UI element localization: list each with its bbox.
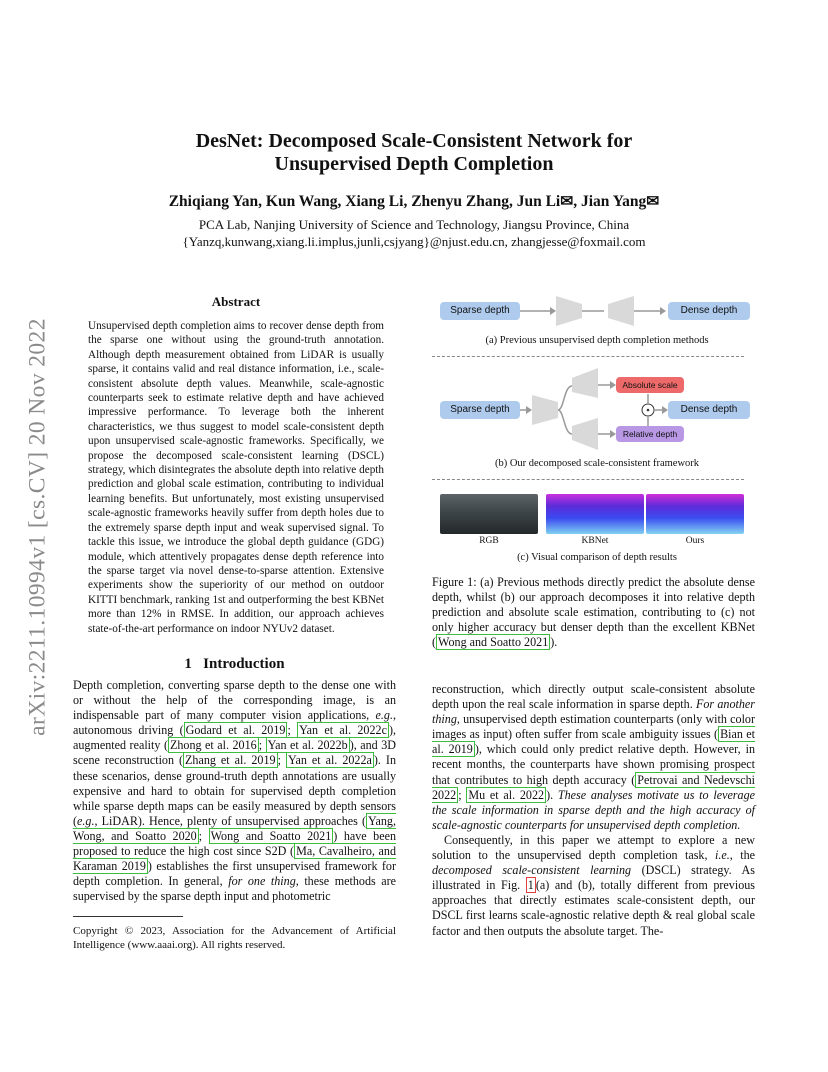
citation-link[interactable]: Wong and Soatto 2021 — [438, 635, 549, 650]
encoder-shape-b — [532, 395, 558, 425]
affiliation-line-1: PCA Lab, Nanjing University of Science and Technology, Jiangsu Province, China — [198, 217, 630, 232]
ours-thumbnail — [646, 494, 744, 534]
figure-ref-link[interactable]: 1 — [527, 878, 534, 893]
arxiv-stamp — [18, 292, 58, 762]
relative-depth-box: Relative depth — [616, 426, 684, 442]
citation-link[interactable]: Zhang et al. 2019 — [185, 753, 276, 768]
citation-link[interactable]: Yan et al. 2022c — [299, 723, 387, 738]
copyright-notice: Copyright © 2023, Association for the Advancement of Artificial Intelligence (www.aaai.org). All rights reserved. — [73, 925, 396, 951]
citation-link[interactable]: Godard et al. 2019 — [185, 723, 286, 738]
sparse-depth-box-a: Sparse depth — [440, 302, 520, 320]
kbnet-thumbnail — [546, 494, 644, 534]
abstract-heading: Abstract — [211, 294, 261, 309]
arxiv-stamp-text: arXiv:2211.10994v1 [cs.CV] 20 Nov 2022 — [24, 318, 51, 736]
affiliation — [0, 216, 828, 250]
decoder-shape-a — [608, 296, 634, 326]
sparse-depth-box-b: Sparse depth — [440, 401, 520, 419]
absolute-scale-box: Absolute scale — [616, 377, 684, 393]
label-rgb: RGB — [479, 536, 499, 546]
divider-a — [432, 356, 744, 357]
intro-paragraph: Depth completion, converting sparse depth to the dense one with or without the help of the corresponding image, is an indispensable part of many computer vision applications, e.g., autonomous driving ( Godard et al. 2019 ; Yan et al. 2022c ), augmented reality ( Zhong et al. 2016 ; Yan et al. 2022b ), and 3D scene reconstruction ( Zhang et al. 2019 ; Yan et al. 2022a ). In these scenarios, dense ground-truth depth annotations are usually expensive and hard to obtain for supervised depth completion while sparse depth maps can be easily measured by depth sensors (e.g., LiDAR). Hence, plenty of unsupervised approaches ( Yang, Wong, and Soatto 2020 ; Wong and Soatto 2021 ) have been proposed to reduce the high cost since S2D ( Ma, Cavalheiro, and Karaman 2019 ) establishes the first unsupervised framework for depth completion. In general, for one thing, these methods are supervised by the sparse depth input and photometric — [73, 678, 397, 904]
citation-link[interactable]: Wong and Soatto 2021 — [210, 828, 332, 843]
figure-caption-a: (a) Previous unsupervised depth completion methods — [485, 335, 709, 346]
figure-caption-c: (c) Visual comparison of depth results — [517, 552, 677, 563]
paragraph: Consequently, in this paper we attempt to explore a new solution to the unsupervised depth completion task, i.e., the decomposed scale-consistent learning (DSCL) strategy. As illustrated in Fig. 1 (a) and (b), totally different from previous approaches that directly estimates scale-consistent depth, our DSCL first learns scale-agnostic relative depth & real global scale factor and then outputs the absolute target. The- — [432, 832, 756, 938]
dense-depth-box-a: Dense depth — [668, 302, 750, 320]
footnote-rule — [73, 916, 183, 917]
affiliation-line-2: {Yanzq,kunwang,xiang.li.implus,junli,csjyang}@njust.edu.cn, zhangjesse@foxmail.com — [182, 234, 646, 249]
section-number: 1 — [184, 656, 192, 672]
figure-1 — [432, 282, 762, 572]
citation-link[interactable]: Ma, Cavalheiro, and Karaman 2019 — [73, 844, 397, 874]
rgb-thumbnail — [440, 494, 538, 534]
abstract-body: Unsupervised depth completion aims to recover dense depth from the sparse one without using the ground-truth annotation. Although depth measurement obtained from LiDAR is usually sparse, it contains valid and real distance information, i.e., scale-consistent absolute depth values. Meanwhile, scale-agnostic counterparts seek to estimate relative depth and have achieved impressive performance. To leverage both the inherent characteristics, we thus suggest to model scale-consistent depth upon unsupervised scale-agnostic frameworks. Specifically, we propose the decomposed scale-consistent learning (DSCL) strategy, which disintegrates the absolute depth into relative depth prediction and global scale estimation, contributing to individual learning benefits. But unfortunately, most existing unsupervised scale-agnostic frameworks heavily suffer from depth holes due to the extremely sparse depth input and weak supervised signal. To tackle this issue, we introduce the global depth guidance (GDG) module, which attentively propagates dense depth reference into the sparse target via novel dense-to-sparse attention. Extensive experiments show the superiority of our method on outdoor KITTI benchmark, ranking 1st and outperforming the best KBNet more than 12% in RMSE. In addition, our approach achieves state-of-the-art performance on indoor NYUv2 dataset. — [88, 320, 384, 635]
title-line-1: DesNet: Decomposed Scale-Consistent Network for — [195, 130, 633, 152]
citation-link[interactable]: Petrovai and Nedevschi 2022 — [432, 772, 755, 802]
citation-link[interactable]: Zhong et al. 2016 — [169, 738, 257, 753]
encoder-shape-a — [556, 296, 582, 326]
figure-caption-b: (b) Our decomposed scale-consistent framework — [494, 458, 700, 469]
scale-branch-shape — [572, 368, 598, 398]
right-column-text — [432, 682, 755, 939]
citation-link[interactable]: Yan et al. 2022b — [267, 738, 348, 753]
title-line-2: Unsupervised Depth Completion — [274, 153, 554, 175]
section-heading — [73, 656, 396, 673]
paragraph: reconstruction, which directly output scale-consistent absolute depth upon the real scale information in sparse depth. For another thing, unsupervised depth estimation counterparts (only with color images as input) often suffer from scale ambiguity issues ( Bian et al. 2019 ), which could only predict relative depth. However, in recent months, the counterparts have shown promising prospect that contributes to high depth accuracy ( Petrovai and Nedevschi 2022 ; Mu et al. 2022 ). These analyses motivate us to leverage the scale information in sparse depth and the high accuracy of scale-agnostic counterparts for unsupervised depth completion. — [432, 682, 756, 832]
citation-link[interactable]: Bian et al. 2019 — [432, 727, 756, 757]
dense-depth-box-b: Dense depth — [668, 401, 750, 419]
citation-link[interactable]: Yan et al. 2022a — [287, 753, 372, 768]
label-ours: Ours — [685, 536, 705, 546]
citation-link[interactable]: Yang, Wong, and Soatto 2020 — [73, 813, 396, 843]
paper-title — [0, 130, 828, 176]
label-kbnet: KBNet — [581, 536, 609, 546]
depth-branch-shape — [572, 418, 598, 450]
author-list: Zhiqiang Yan, Kun Wang, Xiang Li, Zhenyu Zhang, Jun Li✉, Jian Yang✉ — [168, 193, 660, 210]
citation-link[interactable]: Mu et al. 2022 — [468, 787, 545, 802]
figure-1-caption: Figure 1: (a) Previous methods directly predict the absolute dense depth, whilst (b) our approach decomposes it into relative depth prediction and absolute scale estimation, contributing to (c) not only higher accuracy but denser depth than the excellent KBNet ( Wong and Soatto 2021 ). — [432, 575, 755, 650]
divider-b — [432, 479, 744, 480]
section-title: Introduction — [203, 656, 285, 672]
